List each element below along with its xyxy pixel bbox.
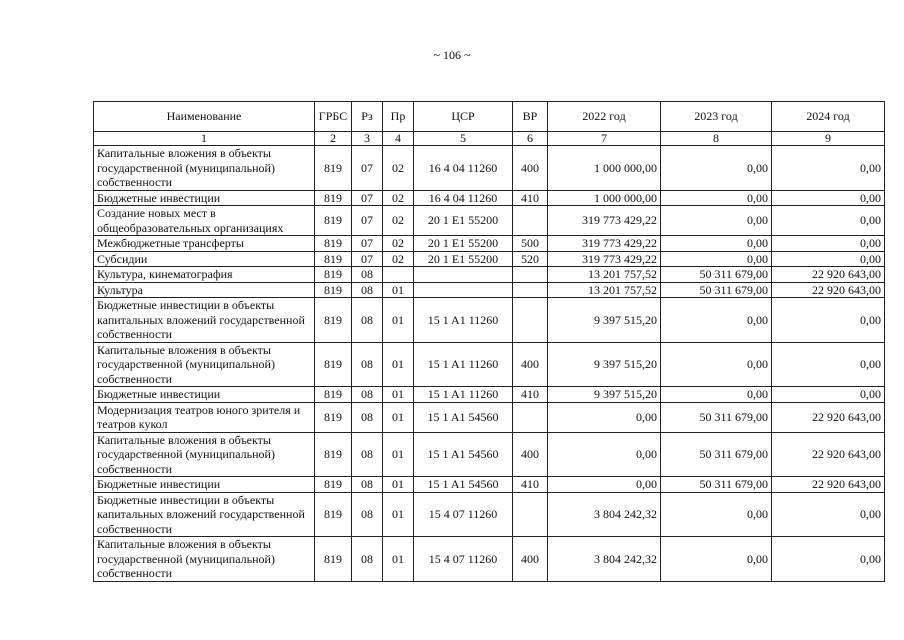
table-row [94,402,885,432]
table-row [94,387,885,403]
cell-2023: 50 311 679,00 [661,477,772,493]
cell-2023: 0,00 [661,251,772,267]
cell-grbs: 819 [315,402,352,432]
cell-pr: 01 [383,477,414,493]
cell-name: Культура [94,282,315,298]
column-number: 1 [94,132,315,146]
cell-2023: 50 311 679,00 [661,402,772,432]
cell-grbs: 819 [315,206,352,236]
cell-2023: 0,00 [661,236,772,252]
cell-2022: 3 804 242,32 [548,492,661,537]
cell-rz: 07 [352,236,383,252]
cell-pr: 01 [383,402,414,432]
cell-pr: 01 [383,282,414,298]
cell-csr: 15 1 A1 11260 [414,387,513,403]
cell-vr [513,206,548,236]
cell-2022: 1 000 000,00 [548,190,661,206]
cell-name: Модернизация театров юного зрителя и театров кукол [94,402,315,432]
table-row [94,282,885,298]
cell-csr: 15 4 07 11260 [414,492,513,537]
cell-2023: 50 311 679,00 [661,282,772,298]
header-csr: ЦСР [414,102,513,132]
table-row [94,342,885,387]
cell-name: Межбюджетные трансферты [94,236,315,252]
table-row [94,537,885,582]
cell-2024: 0,00 [772,206,885,236]
cell-vr: 410 [513,477,548,493]
cell-vr [513,298,548,343]
column-number: 7 [548,132,661,146]
cell-2022: 0,00 [548,477,661,493]
cell-pr: 01 [383,432,414,477]
cell-vr: 410 [513,387,548,403]
cell-2023: 50 311 679,00 [661,432,772,477]
table-row [94,251,885,267]
cell-2024: 0,00 [772,146,885,191]
cell-2024: 0,00 [772,342,885,387]
cell-2024: 22 920 643,00 [772,432,885,477]
cell-pr: 01 [383,298,414,343]
page-number: ~ 106 ~ [433,48,471,62]
cell-2023: 50 311 679,00 [661,267,772,283]
cell-csr: 16 4 04 11260 [414,190,513,206]
cell-2022: 13 201 757,52 [548,282,661,298]
cell-grbs: 819 [315,387,352,403]
cell-2022: 319 773 429,22 [548,251,661,267]
column-number: 5 [414,132,513,146]
cell-pr: 02 [383,146,414,191]
cell-grbs: 819 [315,342,352,387]
cell-2022: 9 397 515,20 [548,298,661,343]
header-grbs: ГРБС [315,102,352,132]
cell-pr: 02 [383,190,414,206]
cell-name: Капитальные вложения в объекты государственной (муниципальной) собственности [94,342,315,387]
cell-name: Бюджетные инвестиции [94,477,315,493]
header-2022: 2022 год [548,102,661,132]
cell-2023: 0,00 [661,206,772,236]
cell-name: Бюджетные инвестиции в объекты капитальных вложений государственной собственности [94,492,315,537]
cell-csr: 15 1 A1 11260 [414,342,513,387]
budget-table [93,101,885,582]
cell-2022: 9 397 515,20 [548,342,661,387]
cell-pr: 02 [383,236,414,252]
cell-2023: 0,00 [661,342,772,387]
cell-rz: 08 [352,492,383,537]
cell-vr: 400 [513,342,548,387]
cell-2023: 0,00 [661,537,772,582]
cell-grbs: 819 [315,492,352,537]
cell-vr: 520 [513,251,548,267]
header-pr: Пр [383,102,414,132]
cell-2023: 0,00 [661,298,772,343]
cell-grbs: 819 [315,298,352,343]
cell-2024: 0,00 [772,236,885,252]
cell-2024: 0,00 [772,251,885,267]
cell-rz: 07 [352,190,383,206]
cell-name: Бюджетные инвестиции [94,387,315,403]
cell-rz: 08 [352,387,383,403]
cell-rz: 08 [352,298,383,343]
cell-pr [383,267,414,283]
cell-vr: 400 [513,537,548,582]
cell-csr: 15 4 07 11260 [414,537,513,582]
header-vr: ВР [513,102,548,132]
header-2024: 2024 год [772,102,885,132]
cell-vr: 400 [513,432,548,477]
cell-pr: 02 [383,251,414,267]
cell-rz: 08 [352,342,383,387]
column-number: 3 [352,132,383,146]
table-row [94,190,885,206]
cell-csr: 20 1 E1 55200 [414,251,513,267]
table-row [94,432,885,477]
cell-rz: 08 [352,537,383,582]
cell-2022: 319 773 429,22 [548,206,661,236]
cell-2024: 0,00 [772,492,885,537]
cell-pr: 01 [383,537,414,582]
cell-2022: 1 000 000,00 [548,146,661,191]
cell-name: Капитальные вложения в объекты государственной (муниципальной) собственности [94,432,315,477]
cell-name: Субсидии [94,251,315,267]
column-number: 2 [315,132,352,146]
cell-csr: 15 1 A1 54560 [414,432,513,477]
cell-csr: 20 1 E1 55200 [414,236,513,252]
cell-name: Бюджетные инвестиции в объекты капитальных вложений государственной собственности [94,298,315,343]
cell-csr: 15 1 A1 11260 [414,298,513,343]
cell-vr [513,267,548,283]
cell-rz: 08 [352,402,383,432]
cell-2022: 0,00 [548,432,661,477]
cell-2023: 0,00 [661,190,772,206]
table-row [94,492,885,537]
cell-name: Создание новых мест в общеобразовательных организациях [94,206,315,236]
cell-grbs: 819 [315,190,352,206]
cell-grbs: 819 [315,432,352,477]
cell-pr: 01 [383,342,414,387]
table-row [94,206,885,236]
cell-grbs: 819 [315,267,352,283]
cell-2024: 0,00 [772,190,885,206]
table-row [94,298,885,343]
header-2023: 2023 год [661,102,772,132]
cell-rz: 07 [352,206,383,236]
cell-grbs: 819 [315,236,352,252]
cell-grbs: 819 [315,146,352,191]
cell-grbs: 819 [315,537,352,582]
cell-grbs: 819 [315,282,352,298]
header-name: Наименование [94,102,315,132]
cell-pr: 01 [383,492,414,537]
cell-rz: 08 [352,282,383,298]
cell-2024: 0,00 [772,537,885,582]
cell-grbs: 819 [315,477,352,493]
column-number: 6 [513,132,548,146]
cell-2023: 0,00 [661,387,772,403]
cell-rz: 08 [352,267,383,283]
cell-rz: 07 [352,146,383,191]
cell-vr [513,282,548,298]
cell-pr: 02 [383,206,414,236]
cell-2024: 22 920 643,00 [772,402,885,432]
table-row [94,267,885,283]
table-row [94,146,885,191]
cell-2022: 319 773 429,22 [548,236,661,252]
column-number: 4 [383,132,414,146]
header-rz: Рз [352,102,383,132]
cell-csr [414,282,513,298]
cell-2024: 22 920 643,00 [772,477,885,493]
cell-csr: 15 1 A1 54560 [414,477,513,493]
cell-rz: 08 [352,477,383,493]
cell-csr: 16 4 04 11260 [414,146,513,191]
column-number: 8 [661,132,772,146]
cell-2022: 3 804 242,32 [548,537,661,582]
cell-name: Бюджетные инвестиции [94,190,315,206]
cell-csr: 20 1 E1 55200 [414,206,513,236]
table-row [94,236,885,252]
cell-2024: 0,00 [772,298,885,343]
cell-2022: 13 201 757,52 [548,267,661,283]
cell-2024: 0,00 [772,387,885,403]
column-number: 9 [772,132,885,146]
header-row [94,102,885,132]
cell-vr [513,402,548,432]
cell-2022: 9 397 515,20 [548,387,661,403]
cell-csr: 15 1 A1 54560 [414,402,513,432]
cell-rz: 07 [352,251,383,267]
cell-vr: 400 [513,146,548,191]
cell-name: Капитальные вложения в объекты государственной (муниципальной) собственности [94,146,315,191]
cell-2022: 0,00 [548,402,661,432]
cell-name: Культура, кинематография [94,267,315,283]
cell-rz: 08 [352,432,383,477]
cell-grbs: 819 [315,251,352,267]
cell-vr: 500 [513,236,548,252]
cell-2023: 0,00 [661,146,772,191]
cell-2023: 0,00 [661,492,772,537]
cell-name: Капитальные вложения в объекты государственной (муниципальной) собственности [94,537,315,582]
cell-2024: 22 920 643,00 [772,282,885,298]
column-number-row [94,132,885,146]
cell-2024: 22 920 643,00 [772,267,885,283]
cell-csr [414,267,513,283]
cell-vr: 410 [513,190,548,206]
cell-vr [513,492,548,537]
table-row [94,477,885,493]
cell-pr: 01 [383,387,414,403]
